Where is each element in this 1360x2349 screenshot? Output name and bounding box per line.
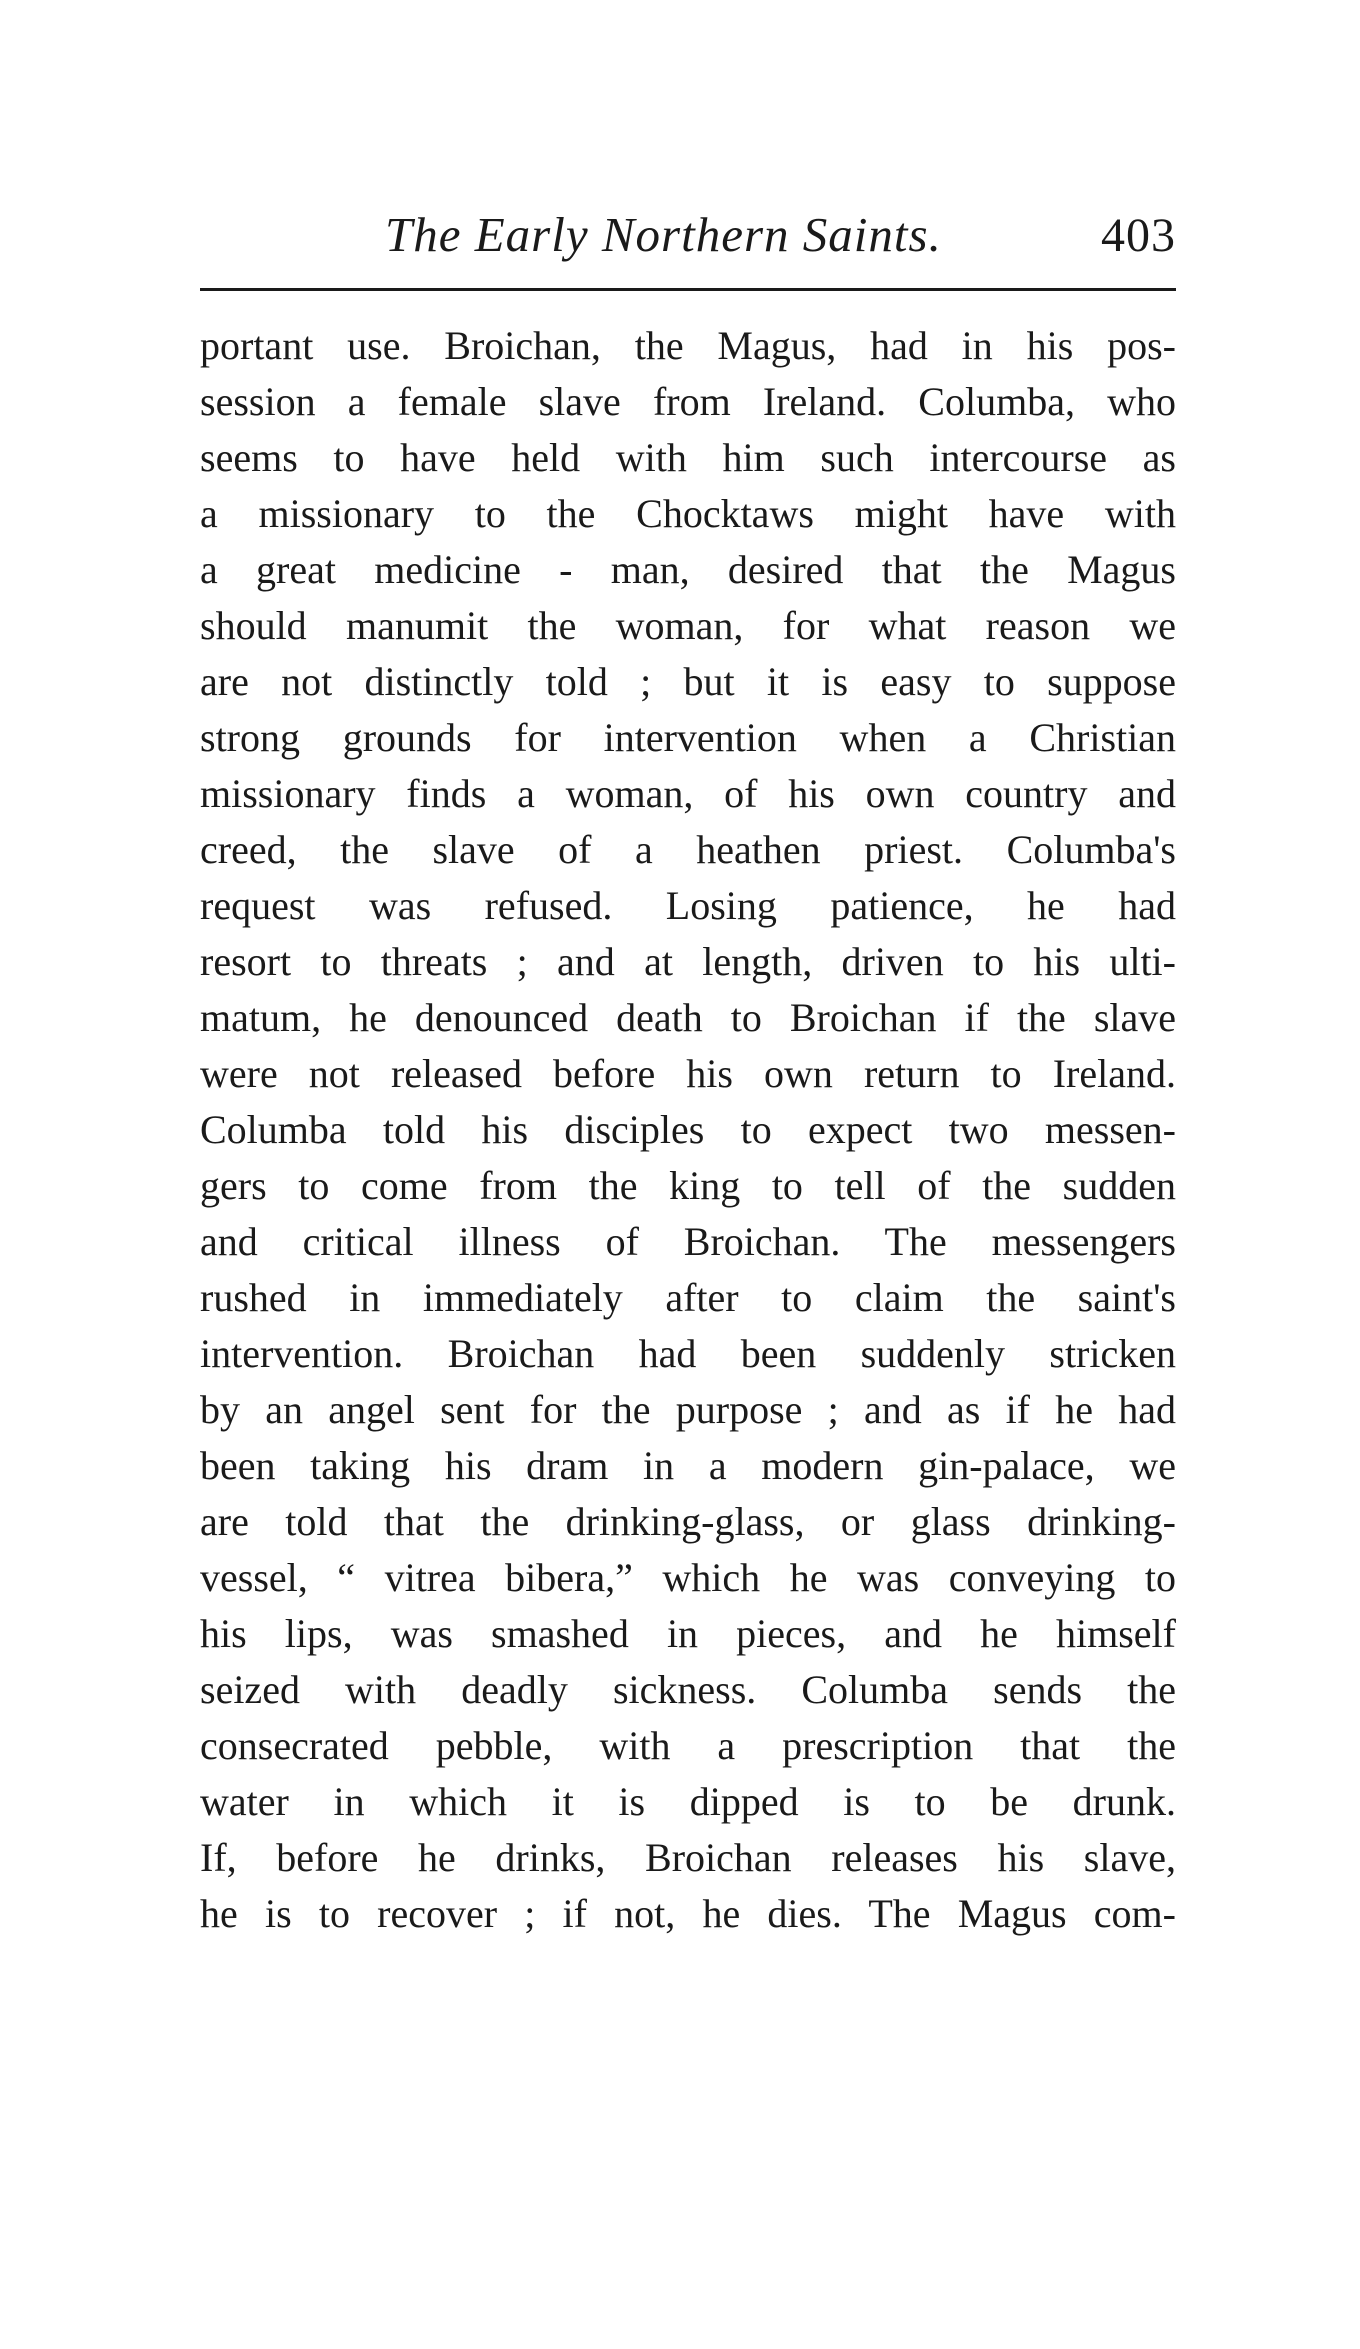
text-line: should manumit the woman, for what reason we [200,603,1176,648]
text-line: by an angel sent for the purpose ; and as if he had [200,1387,1176,1432]
text-line: request was refused. Losing patience, he had [200,883,1176,928]
page-number: 403 [1101,209,1176,262]
text-line: consecrated pebble, with a prescription that the [200,1723,1176,1768]
running-title: The Early Northern Saints. [385,207,942,262]
text-line: water in which it is dipped is to be drunk. [200,1779,1176,1824]
text-line: Columba told his disciples to expect two messen- [200,1107,1176,1152]
text-line: a missionary to the Chocktaws might have with [200,491,1176,536]
text-line: been taking his dram in a modern gin-palace, we [200,1443,1176,1488]
running-head [200,198,1176,270]
text-line: rushed in immediately after to claim the saint's [200,1275,1176,1320]
text-line: creed, the slave of a heathen priest. Columba's [200,827,1176,872]
text-line: session a female slave from Ireland. Columba, who [200,379,1176,424]
text-line: and critical illness of Broichan. The messengers [200,1219,1176,1264]
text-line: matum, he denounced death to Broichan if the slave [200,995,1176,1040]
text-line: are told that the drinking-glass, or glass drinking- [200,1499,1176,1544]
text-line: If, before he drinks, Broichan releases his slave, [200,1835,1176,1880]
body-text [200,318,1176,1942]
text-line: resort to threats ; and at length, driven to his ulti- [200,939,1176,984]
text-line: seems to have held with him such intercourse as [200,435,1176,480]
text-line: strong grounds for intervention when a Christian [200,715,1176,760]
text-line: vessel, “ vitrea bibera,” which he was conveying to [200,1555,1176,1600]
text-line: a great medicine - man, desired that the Magus [200,547,1176,592]
header-rule [200,288,1176,291]
text-line: seized with deadly sickness. Columba sends the [200,1667,1176,1712]
text-line: were not released before his own return to Ireland. [200,1051,1176,1096]
text-line: missionary finds a woman, of his own country and [200,771,1176,816]
text-line: his lips, was smashed in pieces, and he himself [200,1611,1176,1656]
text-line: intervention. Broichan had been suddenly stricken [200,1331,1176,1376]
text-line: he is to recover ; if not, he dies. The Magus com- [200,1891,1176,1936]
text-line: gers to come from the king to tell of the sudden [200,1163,1176,1208]
text-line: are not distinctly told ; but it is easy to suppose [200,659,1176,704]
text-line: portant use. Broichan, the Magus, had in his pos- [200,323,1176,368]
